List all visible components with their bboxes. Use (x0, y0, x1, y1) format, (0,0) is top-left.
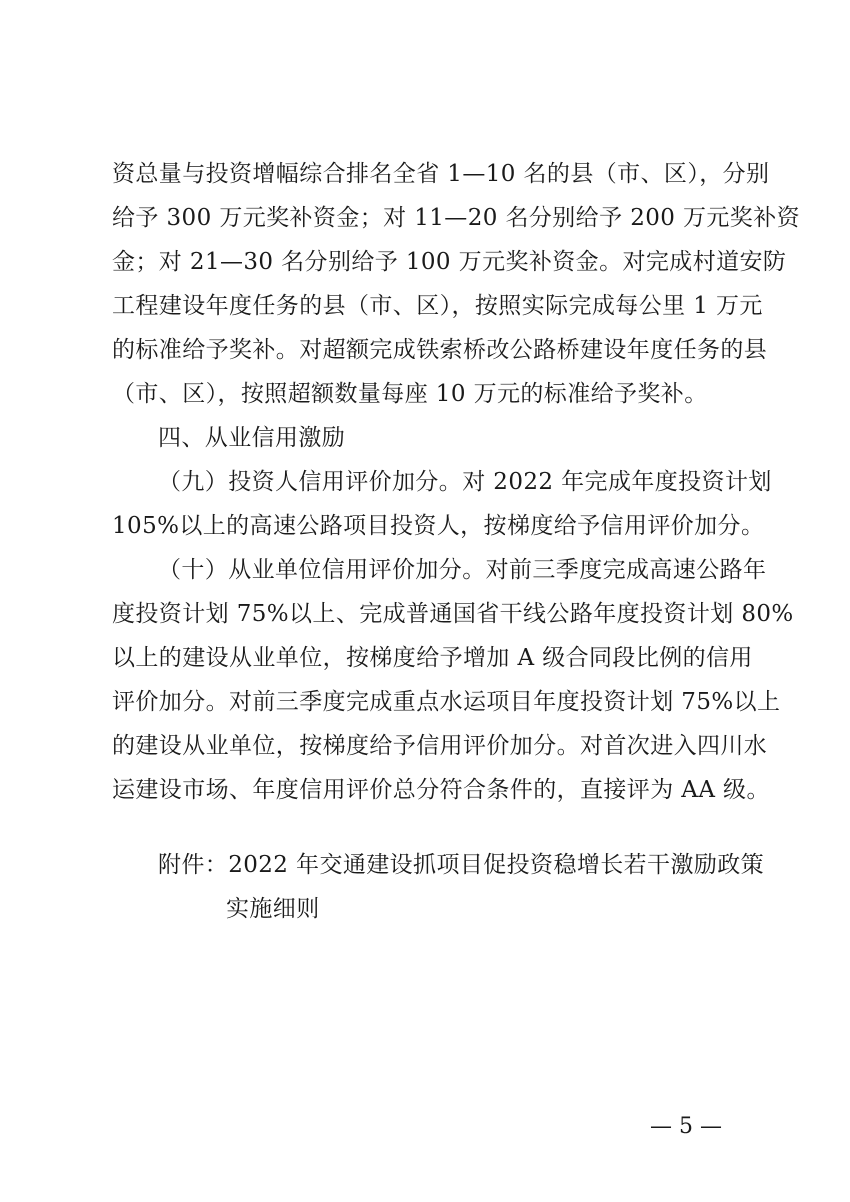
text-line: （市、区），按照超额数量每座 10 万元的标准给予奖补。 (112, 381, 708, 407)
text-line: 给予 300 万元奖补资金；对 11—20 名分别给予 200 万元奖补资 (112, 205, 800, 231)
paragraph-10-line: 度投资计划 75%以上、完成普通国省干线公路年度投资计划 80% (112, 601, 794, 627)
paragraph-10-line: 评价加分。对前三季度完成重点水运项目年度投资计划 75%以上 (112, 689, 781, 715)
page-number: — 5 — (650, 1114, 722, 1139)
attachment-note (158, 843, 765, 931)
text-line: 工程建设年度任务的县（市、区），按照实际完成每公里 1 万元 (112, 293, 763, 319)
text-line: 资总量与投资增幅综合排名全省 1—10 名的县（市、区），分别 (112, 161, 770, 187)
section-heading: 四、从业信用激励 (158, 425, 346, 451)
text-line: 金；对 21—30 名分别给予 100 万元奖补资金。对完成村道安防 (112, 249, 787, 275)
text-line: 的标准给予奖补。对超额完成铁索桥改公路桥建设年度任务的县 (112, 337, 768, 363)
paragraph-10-line: 以上的建设从业单位，按梯度给予增加 A 级合同段比例的信用 (112, 645, 753, 671)
paragraph-10-line: （十）从业单位信用评价加分。对前三季度完成高速公路年 (158, 557, 767, 583)
paragraph-10-line: 的建设从业单位，按梯度给予信用评价加分。对首次进入四川水 (112, 733, 768, 759)
paragraph-9-line: 105%以上的高速公路项目投资人，按梯度给予信用评价加分。 (112, 513, 765, 539)
attachment-title: 附件：2022 年交通建设抓项目促投资稳增长若干激励政策 (158, 852, 765, 878)
paragraph-10-line: 运建设市场、年度信用评价总分符合条件的，直接评为 AA 级。 (112, 777, 770, 803)
attachment-title-continued: 实施细则 (226, 896, 320, 922)
paragraph-9-line: （九）投资人信用评价加分。对 2022 年完成年度投资计划 (158, 469, 772, 495)
document-body (112, 152, 800, 812)
